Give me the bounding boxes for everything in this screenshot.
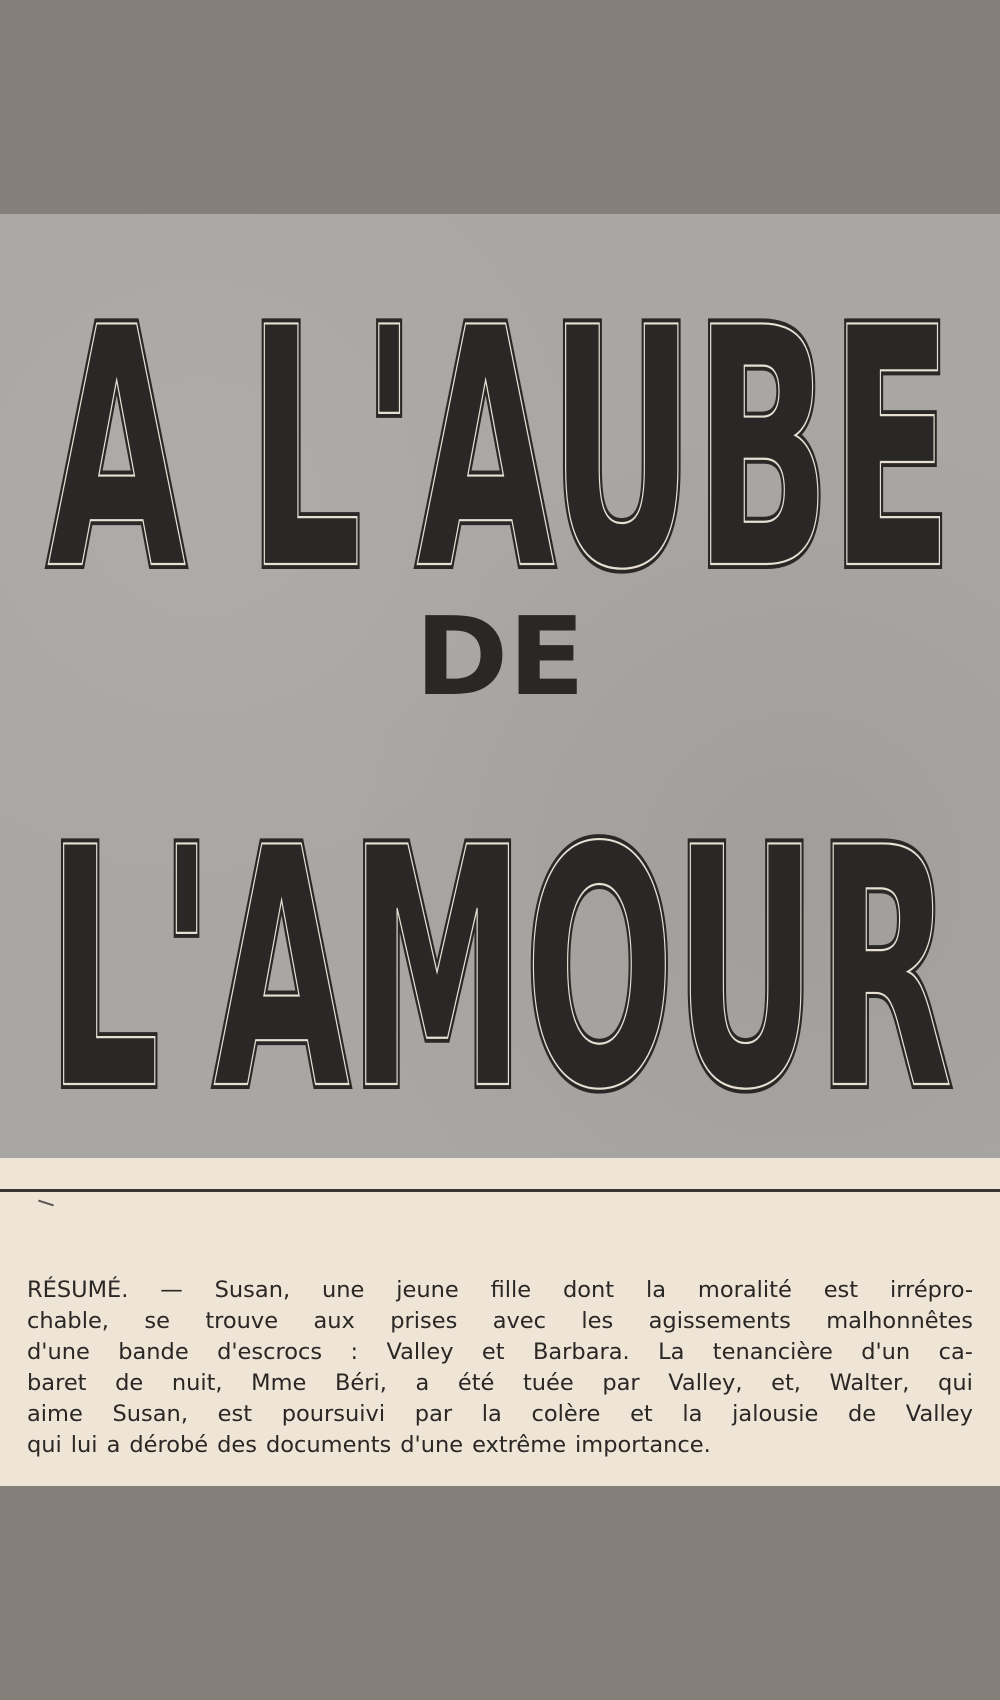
- resume-line: [27, 1368, 973, 1399]
- resume-word: Barbara.: [532, 1339, 630, 1365]
- resume-word: malhonnêtes: [826, 1308, 973, 1334]
- title-line-3: L'AMOUR: [47, 778, 953, 1158]
- resume-word: par: [414, 1401, 453, 1427]
- resume-word: d'un: [861, 1339, 911, 1365]
- title-line-3-inline: L'AMOUR: [47, 778, 953, 1158]
- title-line-1-inline: A L'AUBE: [47, 258, 953, 642]
- resume-word: aux: [313, 1308, 355, 1334]
- resume-word: dont: [562, 1277, 615, 1303]
- title-line-2: DE: [415, 595, 585, 720]
- resume-word: importance.: [575, 1432, 711, 1458]
- resume-word: est: [823, 1277, 859, 1303]
- resume-word: et,: [771, 1370, 801, 1396]
- resume-word: par: [602, 1370, 640, 1396]
- resume-paragraph: [27, 1275, 973, 1461]
- resume-word: :: [350, 1339, 359, 1365]
- resume-word: avec: [492, 1308, 547, 1334]
- resume-word: qui: [938, 1370, 973, 1396]
- resume-word: tuée: [522, 1370, 574, 1396]
- resume-word: de: [115, 1370, 144, 1396]
- resume-word: irrépro-: [889, 1277, 973, 1303]
- title-line-1: A L'AUBE: [47, 258, 953, 642]
- divider-mark: [38, 1200, 54, 1207]
- resume-word: la: [646, 1277, 667, 1303]
- resume-word: de: [847, 1401, 877, 1427]
- magazine-clipping: [0, 214, 1000, 1486]
- divider-rule: [0, 1189, 1000, 1192]
- resume-line: [27, 1430, 973, 1461]
- resume-word: agissements: [648, 1308, 791, 1334]
- resume-word: aime: [27, 1401, 83, 1427]
- resume-word: et: [481, 1339, 505, 1365]
- resume-word: et: [630, 1401, 653, 1427]
- resume-word: la: [682, 1401, 703, 1427]
- resume-word: tenancière: [712, 1339, 833, 1365]
- resume-word: lui: [70, 1432, 98, 1458]
- resume-word: été: [457, 1370, 495, 1396]
- resume-word: nuit,: [171, 1370, 223, 1396]
- resume-word: Valley: [905, 1401, 973, 1427]
- resume-word: Susan,: [214, 1277, 291, 1303]
- resume-word: bande: [118, 1339, 189, 1365]
- resume-word: Valley: [386, 1339, 454, 1365]
- resume-word: jeune: [396, 1277, 459, 1303]
- resume-word: documents: [266, 1432, 392, 1458]
- resume-word: Mme: [251, 1370, 307, 1396]
- resume-word: se: [144, 1308, 170, 1334]
- resume-word: RÉSUMÉ.: [27, 1277, 129, 1303]
- resume-word: extrême: [472, 1432, 567, 1458]
- resume-line: [27, 1275, 973, 1306]
- resume-line: [27, 1306, 973, 1337]
- resume-word: est: [217, 1401, 253, 1427]
- resume-word: Walter,: [829, 1370, 910, 1396]
- resume-word: d'escrocs: [217, 1339, 323, 1365]
- title-panel: [0, 214, 1000, 1158]
- resume-word: poursuivi: [281, 1401, 386, 1427]
- resume-word: dérobé: [129, 1432, 209, 1458]
- resume-line: [27, 1399, 973, 1430]
- resume-word: trouve: [205, 1308, 279, 1334]
- resume-word: une: [321, 1277, 365, 1303]
- resume-word: Valley,: [668, 1370, 743, 1396]
- resume-word: fille: [490, 1277, 532, 1303]
- resume-line: [27, 1337, 973, 1368]
- resume-word: les: [581, 1308, 614, 1334]
- resume-word: a: [415, 1370, 430, 1396]
- resume-word: la: [481, 1401, 502, 1427]
- resume-word: d'une: [27, 1339, 90, 1365]
- resume-word: Béri,: [334, 1370, 387, 1396]
- resume-word: Susan,: [112, 1401, 188, 1427]
- resume-word: La: [658, 1339, 685, 1365]
- resume-word: chable,: [27, 1308, 109, 1334]
- resume-word: colère: [531, 1401, 601, 1427]
- title-lettering: [0, 214, 1000, 1158]
- resume-word: prises: [390, 1308, 458, 1334]
- resume-word: qui: [27, 1432, 62, 1458]
- resume-word: moralité: [697, 1277, 792, 1303]
- resume-word: des: [217, 1432, 257, 1458]
- resume-word: ca-: [938, 1339, 973, 1365]
- resume-word: a: [106, 1432, 121, 1458]
- resume-word: d'une: [400, 1432, 464, 1458]
- resume-word: baret: [27, 1370, 87, 1396]
- resume-word: —: [160, 1277, 183, 1303]
- resume-word: jalousie: [732, 1401, 819, 1427]
